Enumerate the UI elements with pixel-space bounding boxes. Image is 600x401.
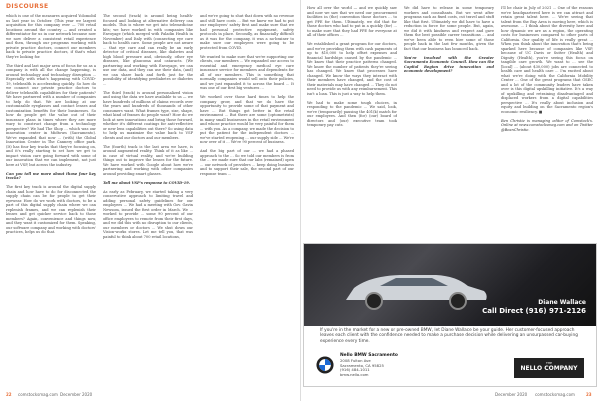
article-column-1 xyxy=(6,14,96,384)
question: Tell me about VSP's response to COVID-19. xyxy=(103,180,191,185)
bmw-logo-icon xyxy=(316,356,334,374)
paragraph: which is one of the measures acquired Yolomobil us last year in October. (This year we largest acquisition for this company ever — 700 retail locations around the country — and created a differentiator for us in our network because now we now deliver a consistent retail experience and then, through our programs working with private practice doctors, connect our members back to private practice doctors, if that's what they're looking for. xyxy=(6,14,96,59)
left-site[interactable]: comstocksmag.com xyxy=(18,392,58,397)
page-footer xyxy=(0,391,600,399)
phone-line[interactable]: (916) 484-1011 xyxy=(340,367,370,373)
paragraph: And the big part of our ... we had a phased approach to the ... So we told our members is from the ... we made sure that our labs (remained) open ... our network of providers ... keep doing business and to support their sale, the second part of our response team ... xyxy=(200,149,294,176)
car-silhouette-icon xyxy=(340,266,490,310)
paragraph: We had to make some tough choices, in responding to the pandemic ... We said, look, we're (temporarily) pausing the 401(k) match for our employees. And then (for) (our) board of directors and (our) executive team took temporary pay cuts. xyxy=(307,100,397,127)
paragraph: We did have to release in some temporary workers and consultants. But we went after programs such as fixed costs, cut travel and stuff like that first. Ultimately we did have to have a reduction in force for some people. But, again, we did it with kindness and respect and gave them the best possible career transitions ... and we've been able to even hire some of those people back in the last few months, given the fact that our business has bounced back. xyxy=(404,6,494,51)
logo-top-text: THE xyxy=(546,361,552,365)
article-column-5 xyxy=(404,6,494,238)
right-site[interactable]: comstocksmag.com xyxy=(535,392,575,397)
paragraph: We wanted to make sure that we're supporting our clients, our members ... We expanded our access to essential and emergency medical eye care insurance service for members and dependents for all of our members. This is something that normally companies would sell onto their policies, and we just expanded it to across the board ... It was one of our first big ventures ... xyxy=(200,54,294,90)
address-line: Sacramento, CA 95825 xyxy=(340,362,384,368)
dealer-location-name: Nello BMW Sacramento xyxy=(340,353,398,358)
paragraph: The (fourth) track is the last area we have, is around augmented reality. Think of it as like ... in case of virtual reality, and we're building things out to improve the lenses for the future. We have worked with Google about how we're partnering and working with other companies around providing smart glasses. xyxy=(103,144,193,176)
article-column-2 xyxy=(103,14,193,384)
paragraph: The third (track) is around personalized vision and using the data we have available to us — we have hundreds of millions of claims records over the years and hundreds of thousands of other consumers want. What frames type, size, shape, what kind of frames do people want? How do we look at new innovations and bring those forward, whether it's different coatings for anti-reflective or new lens capabilities out there? So using data to help us maximize the value back to VSP clients and our doctors and our members. xyxy=(103,90,193,140)
address-line: 2008 Fulton Ave xyxy=(340,357,371,363)
paragraph: The third and last major area of focus for us as a company is with all the change happening, is around technology and technology disruption ... Especially with what's happening with COVID-19, telehealth is accelerating quickly. So how do we connect our private practice doctors to deliver telehealth capabilities for their patients? We have partnered with a number of companies to help do that. We are looking at our customizable eyeglasses and contact lenses and customization benefits for their businesses. So how do people get the value out of their insurance plans in times where they are more wary to construct change from a technology perspective? We had The Shop ... which was our innovation center in Midtown (Sacramento). We've expanded that now ... (with) the Global Innovation Center in The Cannery office park. (It) has four key tracks that they're focusing on, and it's really starting to set how we get to impact vision care going forward with some of our innovation that we can implement, not just here at VSP, but across the industry. xyxy=(6,63,96,167)
article-column-3 xyxy=(200,14,294,384)
dealer-name: Diane Wallace xyxy=(538,299,586,306)
paragraph: As early as February, we started taking a very conservative approach to limiting travel and adding personal safety guidelines for our employees ... We had a meeting with Gov. Gavin Newsom, issued the first order in March. We ... worked to provide ... some 90 percent of our office employees to remote from their first days, and we did this with no disruption to our clients, our members or doctors ... We shut down our Vision-works stores. Let me tell you, that was painful to think about 700 retail locations, xyxy=(103,189,193,239)
article-column-4 xyxy=(307,6,397,238)
bmw-advertisement[interactable] xyxy=(303,243,597,387)
dealer-phone[interactable]: Call Direct (916) 971-2126 xyxy=(482,307,586,315)
question: Can you tell me more about those four key tracks? xyxy=(6,171,96,180)
dealer-address xyxy=(340,354,398,378)
paragraph: We established a grant program for our doctors, and we're providing them with cash payments of up to $10,000 to help offset expenses and financial hardships caused by the pandemic ... We know that their practice patterns changed. We know the number of patients they're seeing has changed. We know that processes have changed. We know the ways they interact with their members have changed, and the cost of their materials may have changed ... They do not need to provide us with any reimbursement. This isn't a loan. This is just a way to help them. xyxy=(307,42,397,96)
article-column-6 xyxy=(501,6,593,238)
right-page-number: 23 xyxy=(586,392,592,397)
paragraph: I'll be chair in July of 2021 ... One of the reasons we're headquartered here is we can attract and retain great talent here. ... We're seeing that talent from the Bay Area is moving here, which is awesome. ... I think about the diversity here and how dynamic we are as a region, the operating costs for businesses compared to other parts of California. Our quality of life is really great ... When you think about the innovation that's being sparked here because of companies like VSP, because of UC Davis or Sutter (Health) and Dignity (Health), you're seeing this focus on tangible care growth. We want to ... see the [local] ... (about $30,000) jobs are connected to health care and health care ... I'm excited about what we're doing with the California Mobility Center ... One of the great programs that GSEC and a lot of the community leaders have taken over is this digital upskilling initiative. It's a way of upskilling and retraining disadvantaged and displaced workers from a digital capabilities perspective ... It's really about inclusion and equity and building on the Sacramento region's economic resiliency. ■ xyxy=(501,6,593,114)
left-date: December 2020 xyxy=(60,392,93,397)
paragraph: and we're going to shut that down with no revenue and still have costs ... But we knew we had to put our employees' safety first and make sure that we had personal protective equipment, safety protocols in place. Secondly, as financially difficult as it was for the company, it was a no-brainer to make sure our employees were going to be protected from COVID. xyxy=(200,14,294,50)
paragraph: The first key track is around the digital supply chain and how have to do for disconnected the supply chain can be for people to get their eyewear. How do we work with doctors, to be a part of this digital supply chain where we can replenish frames, and we can replenish their lenses and get quicker service back to those members? Again, convenience and things now, and they want it customized for them. Speaking, our software company and working with doctors' practices, helps us do that. xyxy=(6,185,96,234)
paragraph: How all over the world — and we quickly saw and now we saw that we need our procurement facilities in (the) convention those doctors ... to get PPE for them. Ultimately, we did that for those doctors who had to put in a quickly (for) ... to make sure that they had PPE for everyone at all of their offices ... xyxy=(307,6,397,37)
website-link[interactable]: bmw.nello.com xyxy=(340,372,369,378)
paragraph: The second (track) is around being health-focused and looking at alternative delivery can models. This is where we get into telemedicine kits; we have worked in with companies like Envoyage (which merged with Paladin Health in November) and Italy with (connecting eye care back to health care. Some people are not aware ... that eye care and can really be an early detector of critical diseases, like diabetes and high blood pressure and, obviously, other eye diseases, like glaucoma and cataracts. (We partnering and working with Envoyage, we can use our data, and they can use their data, (and) we can share back and forth just for the possibility of identifying prediabetes or diabetes ... xyxy=(103,14,193,86)
ad-car-photo xyxy=(304,244,596,326)
nello-company-logo xyxy=(514,358,584,378)
section-label: DISCOURSE xyxy=(6,3,49,10)
logo-name-text: NELLO COMPANY xyxy=(520,365,578,372)
paragraph: We worked over those hard times to help the company grow, and that we do have the opportunity to provide some of that payment and have ... But things got better in the retail environment ... But there are some (optometrists) in many small businesses in the retail environment and whose practice would be very painful for them ... with you. As a company, we made the decision to put the patient for the independent doctors ... we've started reopening ... our supply side ... We're now over of it ... We're 90 percent of business. xyxy=(200,95,294,144)
right-date: December 2020 xyxy=(495,392,528,397)
question: You're involved with the Greater Sacramento Economic Council. How can the Capital Region drive innovation and economic development? xyxy=(404,55,494,73)
ad-body-text: If you're in the market for a new or pre-owned BMW, let Diane Wallace be your guide. Her customer-focused approach leaves each client with the confidence needed to make a purchase decision while delivering an unsurpassed car-buying experience every time. xyxy=(320,328,578,344)
author-bio: Ben Christie is managing editor of Comstock's. Online at www.comstocksmag.com and on Twitter @BeanChristie. xyxy=(501,118,593,132)
left-page-number: 22 xyxy=(6,392,12,397)
